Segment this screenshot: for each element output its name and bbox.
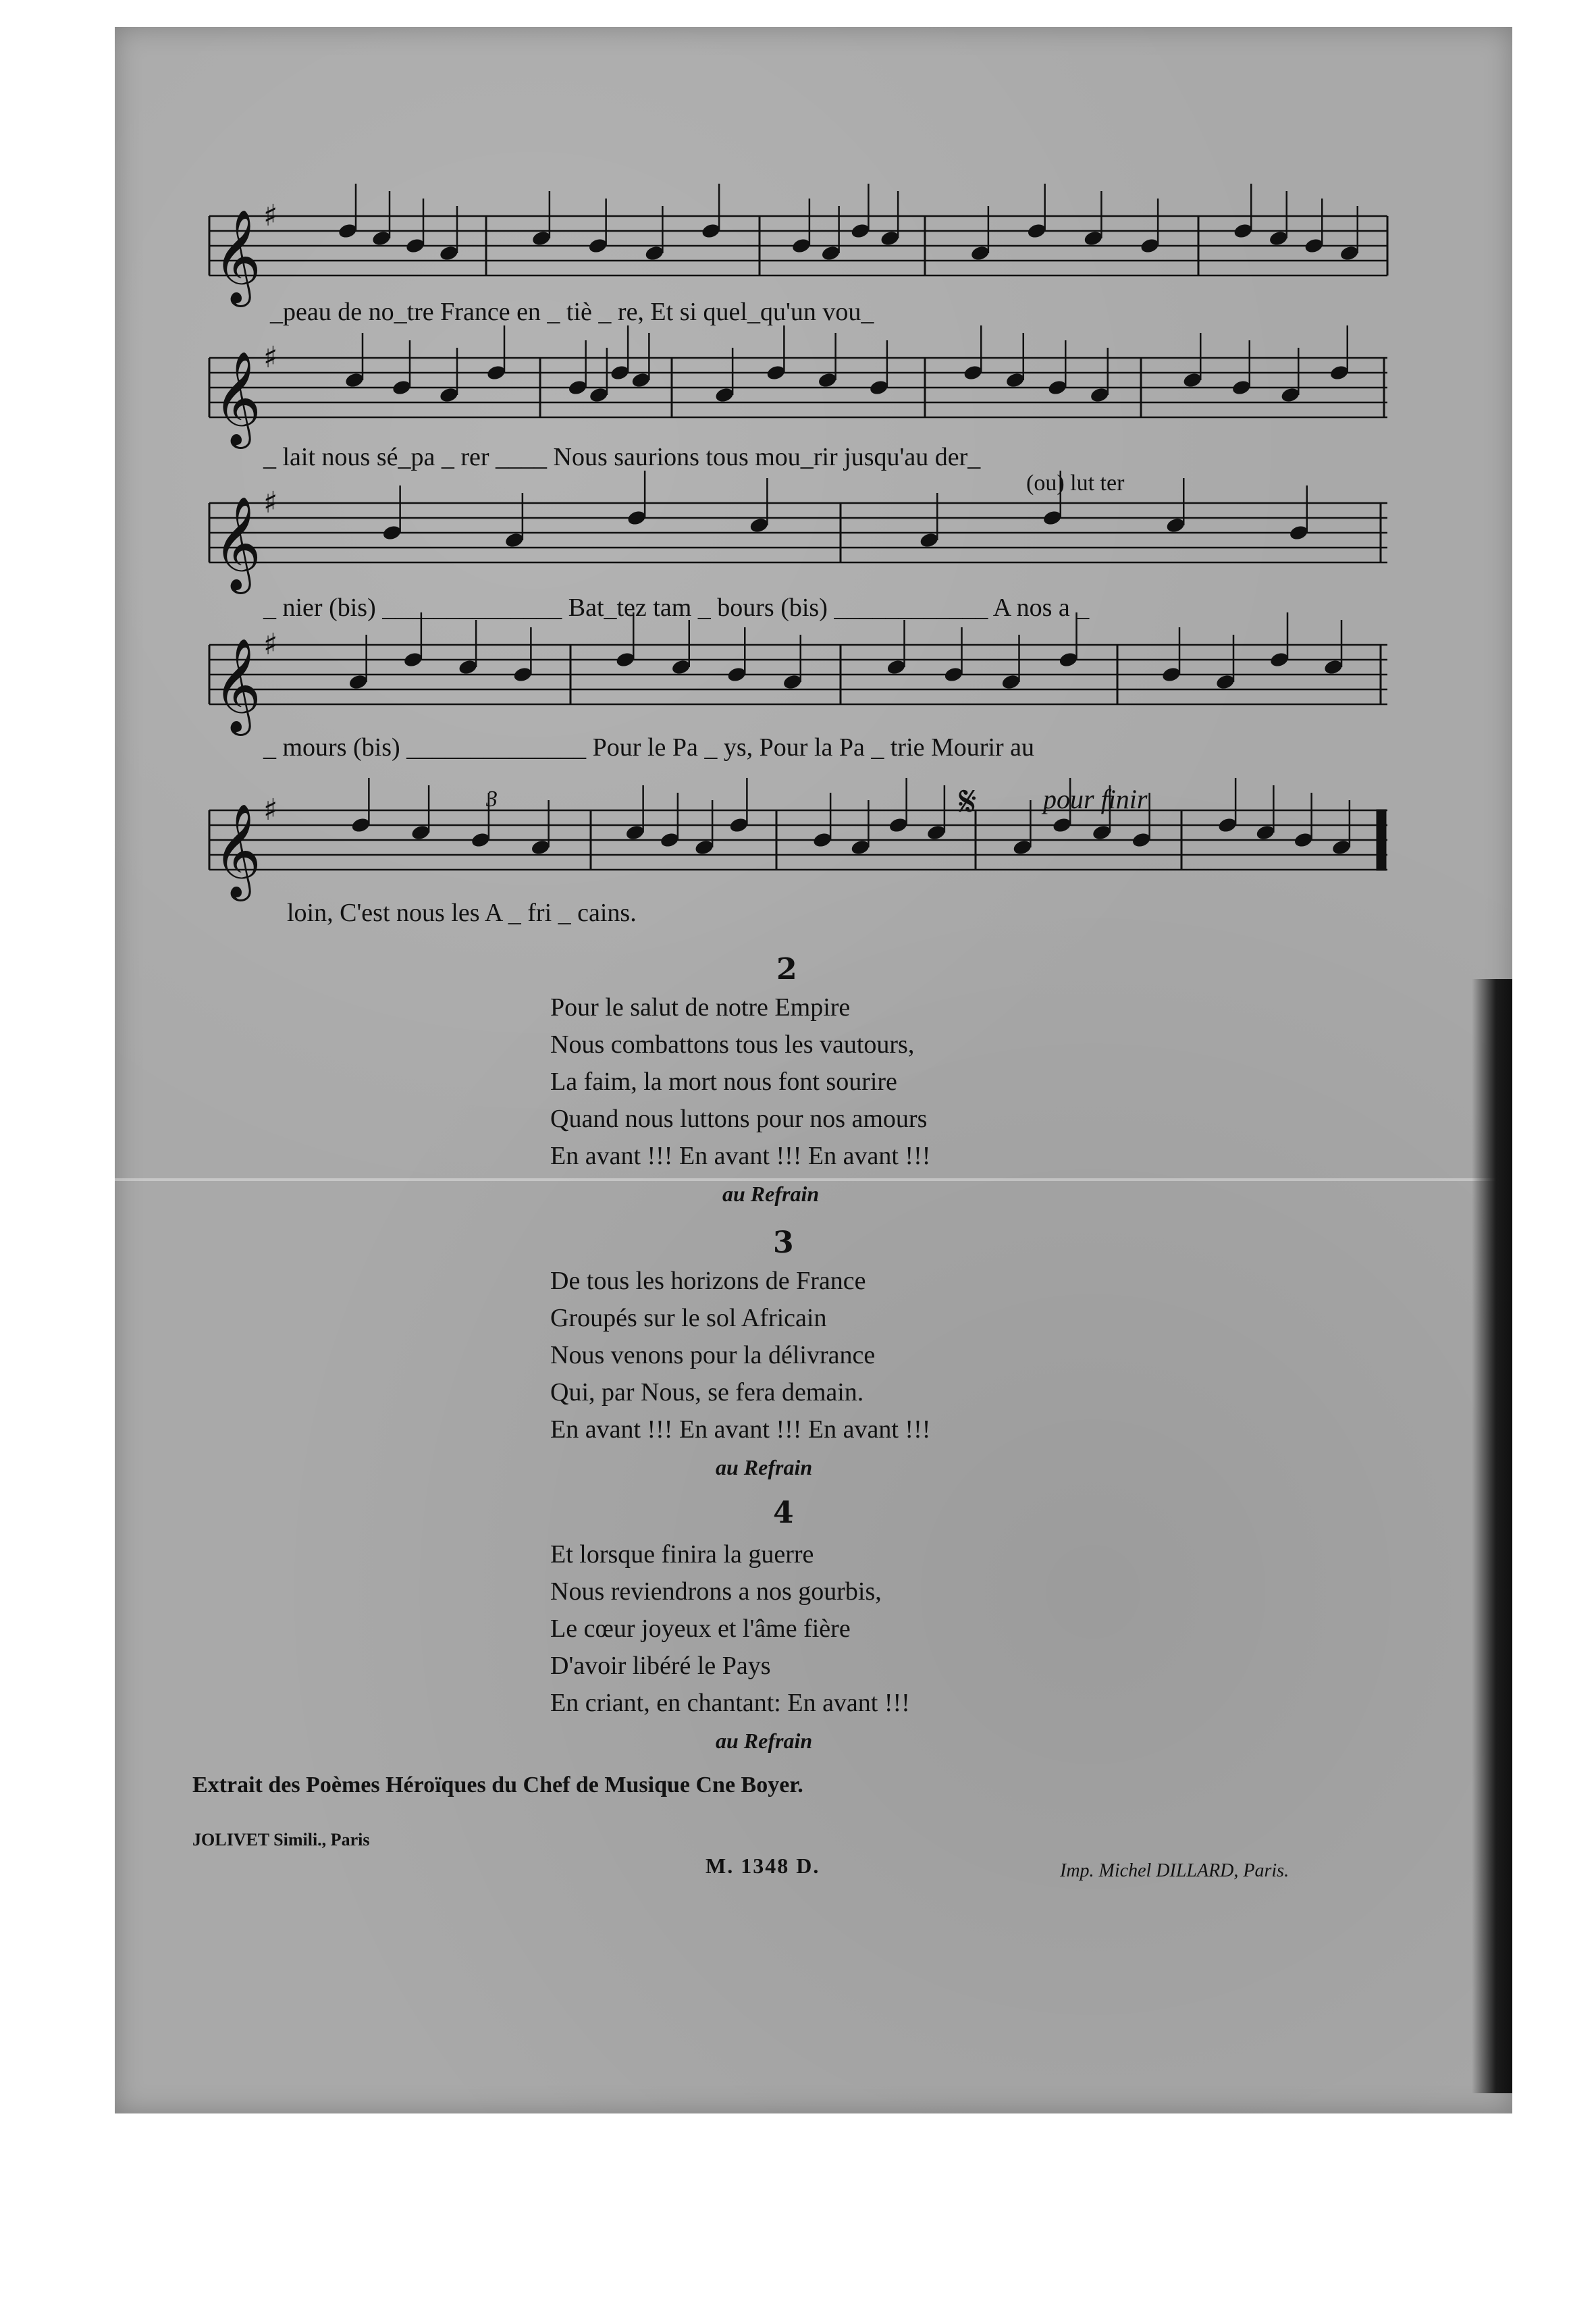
- note-head: [1052, 816, 1073, 834]
- verse-4: [550, 1536, 910, 1722]
- printer-left: JOLIVET Simili., Paris: [192, 1830, 370, 1849]
- verse-4-refrain: au Refrain: [716, 1729, 813, 1753]
- note-head: [1058, 651, 1079, 668]
- note-head: [439, 244, 460, 262]
- note-head: [1165, 517, 1186, 534]
- note-head: [1288, 524, 1309, 542]
- pour-finir-label: pour finir: [1043, 784, 1148, 814]
- note-head: [963, 364, 984, 382]
- note-head: [701, 222, 722, 240]
- note-head: [1182, 371, 1203, 389]
- note-head: [587, 237, 608, 255]
- note-head: [919, 531, 940, 549]
- note-head: [350, 816, 371, 834]
- note-head: [531, 230, 552, 247]
- note-head: [504, 531, 525, 549]
- note-head: [512, 666, 533, 683]
- note-head: [392, 379, 413, 396]
- verse-4-line: En criant, en chantant: En avant !!!: [550, 1689, 910, 1717]
- note-head: [471, 831, 491, 849]
- note-head: [627, 509, 647, 527]
- verse-3-line: Nous venons pour la délivrance: [550, 1341, 876, 1369]
- note-head: [338, 222, 358, 240]
- treble-clef-icon: 𝄞: [213, 804, 261, 897]
- note-head: [624, 824, 645, 841]
- note-head: [405, 237, 426, 255]
- note-head: [714, 386, 735, 404]
- note-head: [812, 831, 833, 849]
- treble-clef-icon: 𝄞: [213, 351, 261, 445]
- printer-right: Imp. Michel DILLARD, Paris.: [1060, 1860, 1289, 1881]
- verse-3: [550, 1263, 930, 1448]
- note-head: [791, 237, 812, 255]
- note-head: [348, 673, 369, 691]
- note-head: [403, 651, 424, 668]
- note-head: [726, 666, 747, 683]
- lyric-line-4: _ mours (bis) ______________ Pour le Pa _ ys, Pour la Pa _ trie Mourir au: [263, 733, 1035, 762]
- note-head: [1131, 831, 1152, 849]
- note-head: [439, 386, 460, 404]
- note-head: [850, 839, 871, 856]
- note-head: [1255, 824, 1276, 841]
- verse-2-line: La faim, la mort nous font sourire: [550, 1068, 897, 1096]
- note-head: [410, 824, 431, 841]
- lyric-alt: (ou) lut ter: [1026, 471, 1125, 496]
- note-head: [1215, 673, 1236, 691]
- verse-4-number: 4: [773, 1496, 794, 1530]
- note-head: [1269, 651, 1290, 668]
- verse-4-line: Nous reviendrons a nos gourbis,: [550, 1577, 882, 1606]
- verse-2-refrain: au Refrain: [722, 1182, 820, 1206]
- treble-clef-icon: 𝄞: [213, 638, 261, 732]
- note-head: [749, 517, 770, 534]
- note-head: [670, 658, 691, 676]
- note-head: [615, 651, 636, 668]
- verse-3-line: Groupés sur le sol Africain: [550, 1304, 827, 1332]
- lyric-line-2: _ lait nous sé_pa _ rer ____ Nous saurions tous mou_rir jusqu'au der_: [263, 443, 981, 471]
- note-head: [888, 816, 909, 834]
- verse-2-line: En avant !!! En avant !!! En avant !!!: [550, 1142, 931, 1170]
- note-head: [1217, 816, 1238, 834]
- verse-2-line: Quand nous luttons pour nos amours: [550, 1105, 928, 1133]
- note-head: [1089, 386, 1110, 404]
- lyric-line-1: _peau de no_tre France en _ tiè _ re, Et si quel_qu'un vou_: [270, 298, 874, 326]
- note-head: [1001, 673, 1021, 691]
- note-head: [589, 386, 610, 404]
- note-head: [1331, 839, 1352, 856]
- note-head: [869, 379, 890, 396]
- key-sharp-icon: ♯: [263, 340, 278, 375]
- note-head: [1140, 237, 1161, 255]
- verse-3-refrain: au Refrain: [716, 1455, 813, 1479]
- verse-4-line: Et lorsque finira la guerre: [550, 1540, 814, 1569]
- credit-line: Extrait des Poèmes Héroïques du Chef de Musique Cne Boyer.: [192, 1772, 803, 1797]
- verse-2: [550, 989, 930, 1175]
- note-head: [970, 244, 991, 262]
- note-head: [1233, 222, 1254, 240]
- note-head: [530, 839, 551, 856]
- note-head: [1280, 386, 1301, 404]
- verse-2-number: 2: [776, 952, 797, 987]
- note-head: [1005, 371, 1026, 389]
- note-head: [926, 824, 947, 841]
- note-head: [371, 230, 392, 247]
- verse-4-line: D'avoir libéré le Pays: [550, 1652, 771, 1680]
- lyric-line-5: loin, C'est nous les A _ fri _ cains.: [287, 899, 637, 927]
- note-head: [1231, 379, 1252, 396]
- key-sharp-icon: ♯: [263, 485, 278, 520]
- note-head: [1293, 831, 1314, 849]
- note-head: [1304, 237, 1325, 255]
- note-head: [1339, 244, 1360, 262]
- note-head: [458, 658, 479, 676]
- note-head: [694, 839, 715, 856]
- note-head: [728, 816, 749, 834]
- treble-clef-icon: 𝄞: [213, 496, 261, 590]
- catalog-number: M. 1348 D.: [706, 1854, 820, 1878]
- final-barline: [1377, 810, 1385, 870]
- note-head: [782, 673, 803, 691]
- segno-icon: 𝄋: [959, 777, 977, 826]
- note-head: [381, 524, 402, 542]
- note-head: [567, 379, 588, 396]
- verse-3-line: En avant !!! En avant !!! En avant !!!: [550, 1415, 931, 1444]
- note-head: [1047, 379, 1068, 396]
- verse-3-number: 3: [773, 1226, 794, 1260]
- key-sharp-icon: ♯: [263, 793, 278, 827]
- note-head: [1268, 230, 1289, 247]
- lyric-line-3: _ nier (bis) ______________ Bat_tez tam _ bours (bis) ____________ A nos a _: [263, 594, 1090, 622]
- key-sharp-icon: ♯: [263, 627, 278, 662]
- note-head: [766, 364, 787, 382]
- triplet-mark: 3: [486, 787, 498, 812]
- note-head: [486, 364, 507, 382]
- note-head: [880, 230, 901, 247]
- note-head: [886, 658, 907, 676]
- note-head: [344, 371, 365, 389]
- note-head: [1026, 222, 1047, 240]
- note-head: [943, 666, 964, 683]
- note-head: [817, 371, 838, 389]
- note-head: [1323, 658, 1344, 676]
- note-head: [820, 244, 841, 262]
- verse-2-line: Nous combattons tous les vautours,: [550, 1030, 915, 1059]
- treble-clef-icon: 𝄞: [213, 209, 261, 303]
- note-head: [644, 244, 665, 262]
- note-head: [660, 831, 681, 849]
- note-head: [1329, 364, 1350, 382]
- verse-2-line: Pour le salut de notre Empire: [550, 993, 851, 1022]
- note-head: [631, 371, 651, 389]
- verse-3-line: De tous les horizons de France: [550, 1267, 866, 1295]
- note-head: [1092, 824, 1113, 841]
- note-head: [1161, 666, 1182, 683]
- note-head: [610, 364, 631, 382]
- note-head: [850, 222, 871, 240]
- note-head: [1042, 509, 1063, 527]
- key-sharp-icon: ♯: [263, 199, 278, 233]
- verse-3-line: Qui, par Nous, se fera demain.: [550, 1378, 864, 1407]
- note-head: [1012, 839, 1033, 856]
- verse-4-line: Le cœur joyeux et l'âme fière: [550, 1614, 851, 1643]
- note-head: [1083, 230, 1104, 247]
